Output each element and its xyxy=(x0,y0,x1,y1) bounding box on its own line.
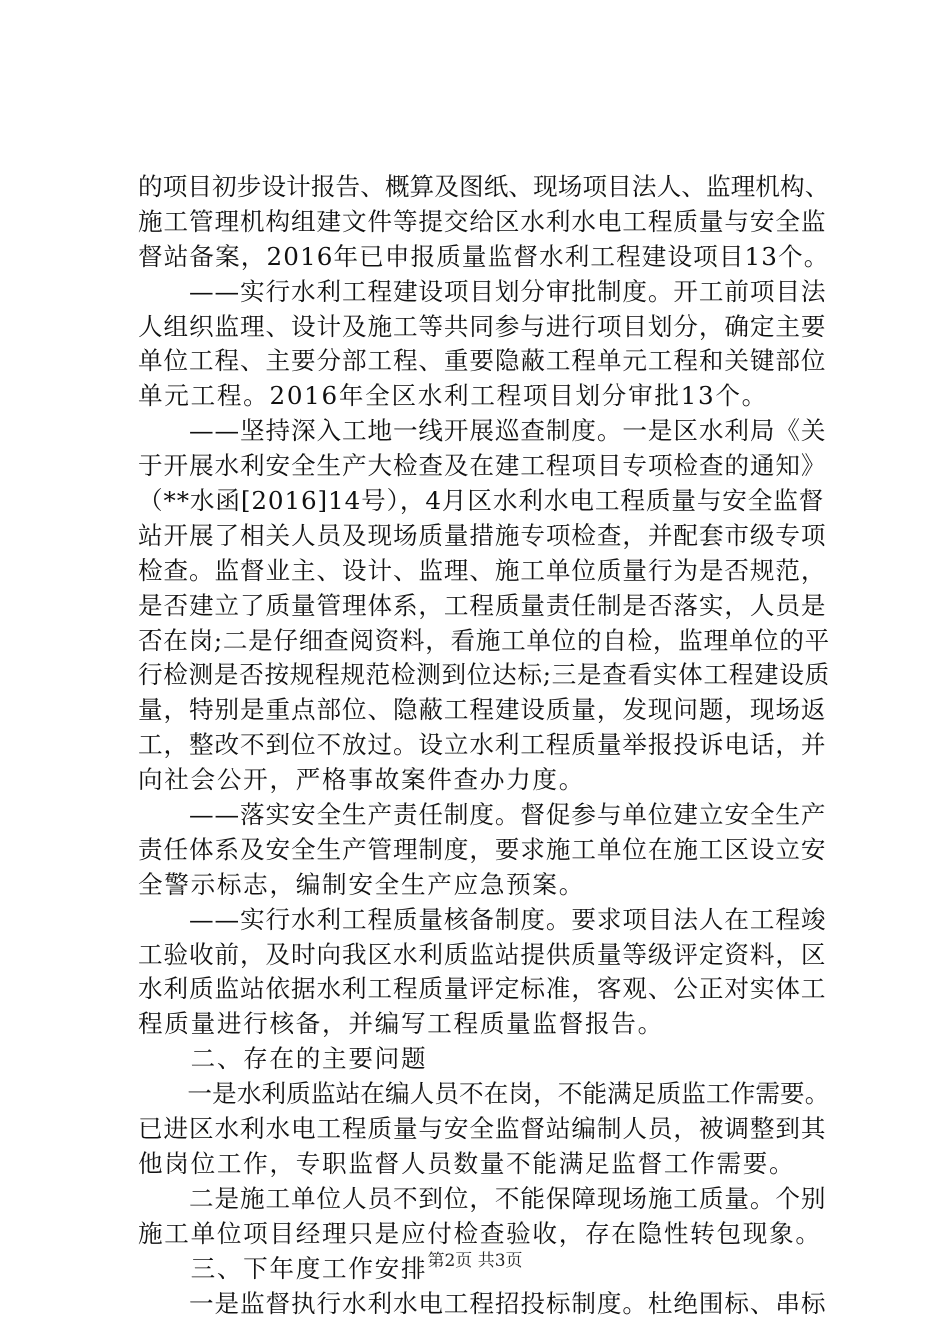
text-line: 一是水利质监站在编人员不在岗，不能满足质监工作需要。 xyxy=(138,1079,830,1109)
text-line: 单位工程、主要分部工程、重要隐蔽工程单元工程和关键部位 xyxy=(138,346,827,376)
text-line: 工，整改不到位不放过。设立水利工程质量举报投诉电话，并 xyxy=(138,730,827,760)
text-line: ——实行水利工程建设项目划分审批制度。开工前项目法 xyxy=(138,276,827,306)
text-line: 站开展了相关人员及现场质量措施专项检查，并配套市级专项 xyxy=(138,520,827,550)
text-line: 施工单位项目经理只是应付检查验收，存在隐性转包现象。 xyxy=(138,1218,822,1248)
page-number: 第2页 共3页 xyxy=(427,1251,523,1271)
text-line: 否在岗;二是仔细查阅资料，看施工单位的自检，监理单位的平 xyxy=(138,625,830,655)
text-line: 督站备案，2016年已申报质量监督水利工程建设项目13个。 xyxy=(138,241,830,271)
text-line: 人组织监理、设计及施工等共同参与进行项目划分，确定主要 xyxy=(138,311,827,341)
text-line: 二是施工单位人员不到位，不能保障现场施工质量。个别 xyxy=(138,1183,827,1213)
text-line: ——坚持深入工地一线开展巡查制度。一是区水利局《关 xyxy=(138,416,827,446)
text-line: 施工管理机构组建文件等提交给区水利水电工程质量与安全监 xyxy=(138,206,827,236)
text-line: 于开展水利安全生产大检查及在建工程项目专项检查的通知》 xyxy=(138,451,827,481)
text-line: （**水函[2016]14号），4月区水利水电工程质量与安全监督 xyxy=(138,486,825,516)
text-line: 行检测是否按规程规范检测到位达标;三是查看实体工程建设质 xyxy=(138,660,830,690)
text-line: 一是监督执行水利水电工程招投标制度。杜绝围标、串标 xyxy=(138,1288,827,1318)
text-line: 程质量进行核备，并编写工程质量监督报告。 xyxy=(138,1009,664,1039)
text-line: 全警示标志，编制安全生产应急预案。 xyxy=(138,869,585,899)
section-heading: 二、存在的主要问题 xyxy=(138,1044,428,1074)
text-line: 水利质监站依据水利工程质量评定标准，客观、公正对实体工 xyxy=(138,974,827,1004)
text-line: ——实行水利工程质量核备制度。要求项目法人在工程竣 xyxy=(138,904,827,934)
text-line: 检查。监督业主、设计、监理、施工单位质量行为是否规范， xyxy=(138,555,827,585)
text-line: 工验收前，及时向我区水利质监站提供质量等级评定资料，区 xyxy=(138,939,827,969)
text-line: 是否建立了质量管理体系，工程质量责任制是否落实，人员是 xyxy=(138,590,827,620)
text-line: 向社会公开，严格事故案件查办力度。 xyxy=(138,765,585,795)
body-text xyxy=(138,170,830,1321)
text-line: ——落实安全生产责任制度。督促参与单位建立安全生产 xyxy=(138,800,827,830)
text-line: 量，特别是重点部位、隐蔽工程建设质量，发现问题，现场返 xyxy=(138,695,827,725)
text-line: 他岗位工作，专职监督人员数量不能满足监督工作需要。 xyxy=(138,1148,796,1178)
text-line: 已进区水利水电工程质量与安全监督站编制人员，被调整到其 xyxy=(138,1114,827,1144)
text-line: 的项目初步设计报告、概算及图纸、现场项目法人、监理机构、 xyxy=(138,172,830,201)
section-heading: 三、下年度工作安排 xyxy=(138,1253,428,1283)
text-line: 责任体系及安全生产管理制度，要求施工单位在施工区设立安 xyxy=(138,834,827,864)
text-line: 单元工程。2016年全区水利工程项目划分审批13个。 xyxy=(138,381,768,411)
